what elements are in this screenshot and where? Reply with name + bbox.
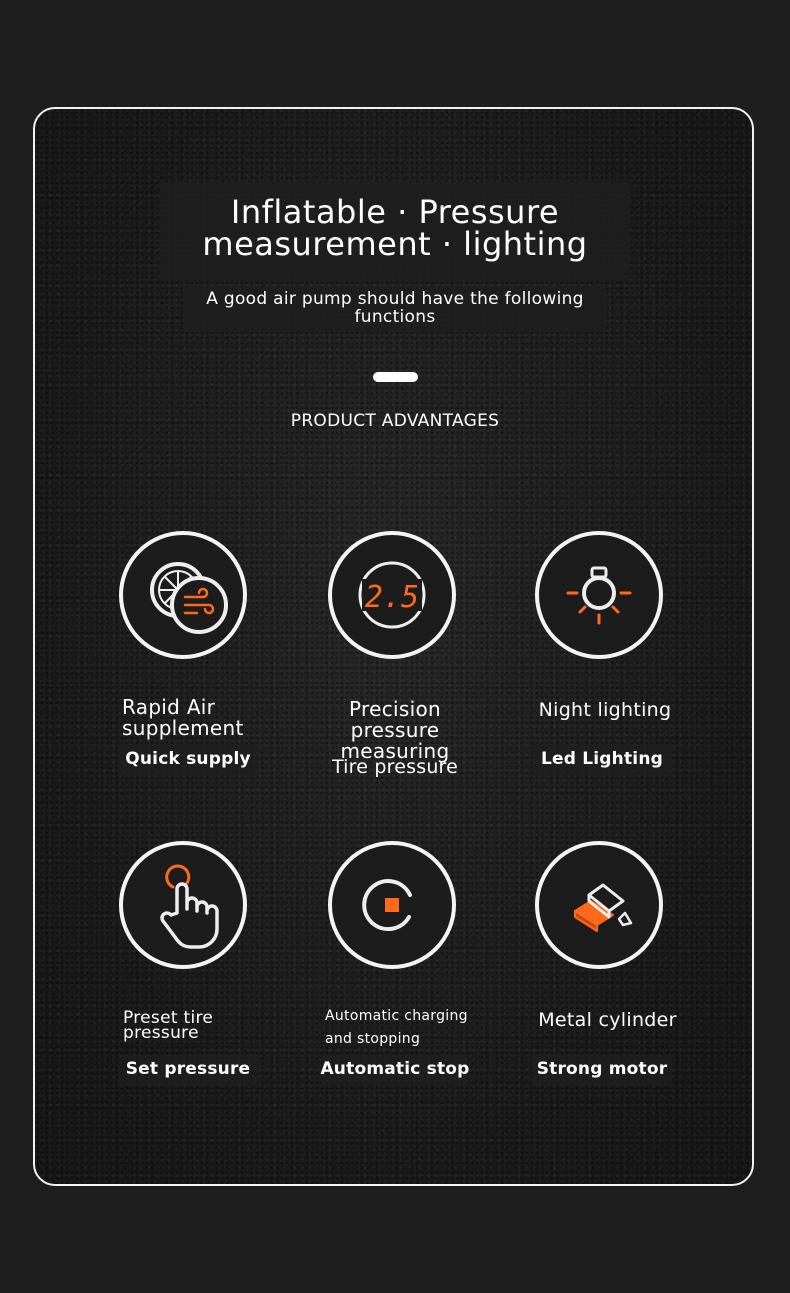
feature-title-auto-charging: Automatic charging and stopping [325, 1008, 468, 1047]
feature-tag-strong-motor: Strong motor [536, 1059, 668, 1079]
feature-tag-set-pressure: Set pressure [125, 1059, 251, 1079]
feature-tag-automatic-stop: Automatic stop [320, 1059, 470, 1079]
light-bulb-icon [535, 531, 663, 659]
feature-title-precision: Precision pressure measuring [340, 697, 450, 763]
pressure-readout: 2.5 [364, 580, 420, 615]
section-divider [373, 372, 418, 382]
feature-tag-tire-pressure: Tire pressure [331, 756, 459, 778]
page-title: Inflatable · Pressure measurement · lighting [202, 193, 588, 263]
feature-tag-quick-supply: Quick supply [125, 749, 251, 769]
feature-title-night-lighting: Night lighting [538, 699, 672, 721]
feature-tag-led-lighting: Led Lighting [540, 749, 663, 769]
page-subtitle: A good air pump should have the following functions [206, 289, 584, 327]
feature-title-preset-tire: Preset tire pressure [123, 1008, 214, 1043]
finger-press-icon [119, 841, 247, 969]
digital-display-icon [328, 531, 456, 659]
section-label: PRODUCT ADVANTAGES [290, 411, 500, 431]
stop-button-icon [328, 841, 456, 969]
metal-cylinder-icon [535, 841, 663, 969]
feature-title-rapid-air: Rapid Air supplement [122, 695, 244, 740]
feature-title-metal-cylinder: Metal cylinder [538, 1009, 677, 1031]
wheel-wind-icon [119, 531, 247, 659]
